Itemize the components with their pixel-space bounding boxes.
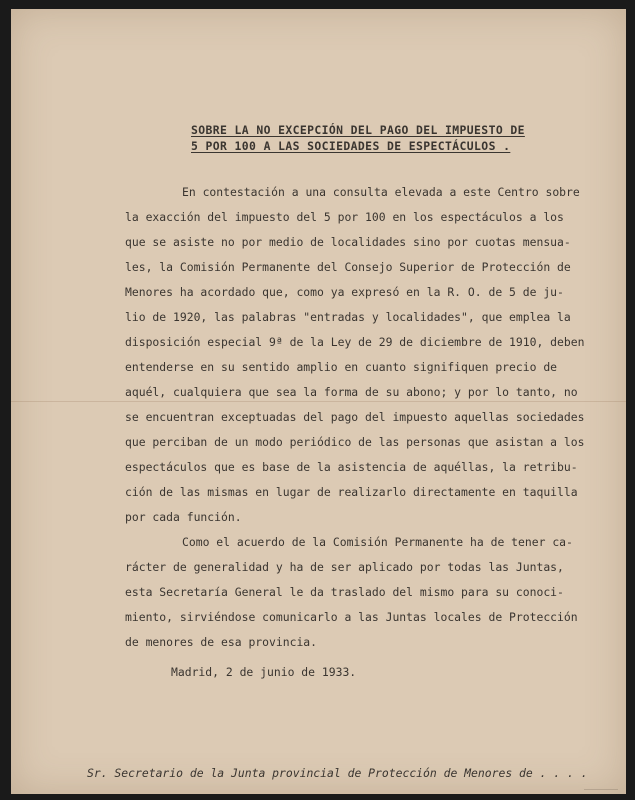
corner-mark bbox=[584, 777, 618, 790]
body-line: de menores de esa provincia. bbox=[125, 635, 318, 649]
paper-fold bbox=[11, 401, 626, 402]
footer-address-line: Sr. Secretario de la Junta provincial de Protección de Menores de . . . . bbox=[87, 766, 588, 780]
body-line: rácter de generalidad y ha de ser aplicado por todas las Juntas, bbox=[125, 560, 564, 574]
body-line: Como el acuerdo de la Comisión Permanente ha de tener ca- bbox=[182, 535, 573, 549]
document-page bbox=[11, 9, 626, 794]
date-line: Madrid, 2 de junio de 1933. bbox=[171, 665, 357, 679]
body-line: que perciban de un modo periódico de las personas que asistan a los bbox=[125, 435, 585, 449]
body-line: espectáculos que es base de la asistencia de aquéllas, la retribu- bbox=[125, 460, 578, 474]
body-line: entenderse en su sentido amplio en cuanto signifiquen precio de bbox=[125, 360, 558, 374]
body-line: ción de las mismas en lugar de realizarlo directamente en taquilla bbox=[125, 485, 578, 499]
title-line-1: SOBRE LA NO EXCEPCIÓN DEL PAGO DEL IMPUESTO DE bbox=[191, 123, 525, 137]
body-line: miento, sirviéndose comunicarlo a las Juntas locales de Protección bbox=[125, 610, 578, 624]
body-line: En contestación a una consulta elevada a este Centro sobre bbox=[182, 185, 580, 199]
body-line: que se asiste no por medio de localidades sino por cuotas mensua- bbox=[125, 235, 571, 249]
body-line: por cada función. bbox=[125, 510, 242, 524]
body-line: la exacción del impuesto del 5 por 100 en los espectáculos a los bbox=[125, 210, 564, 224]
body-line: les, la Comisión Permanente del Consejo Superior de Protección de bbox=[125, 260, 571, 274]
body-line: Menores ha acordado que, como ya expresó en la R. O. de 5 de ju- bbox=[125, 285, 564, 299]
body-line: lio de 1920, las palabras "entradas y localidades", que emplea la bbox=[125, 310, 571, 324]
body-line: aquél, cualquiera que sea la forma de su abono; y por lo tanto, no bbox=[125, 385, 578, 399]
title-line-2: 5 POR 100 A LAS SOCIEDADES DE ESPECTÁCULOS . bbox=[191, 139, 511, 153]
body-line: esta Secretaría General le da traslado del mismo para su conoci- bbox=[125, 585, 564, 599]
body-line: disposición especial 9ª de la Ley de 29 de diciembre de 1910, deben bbox=[125, 335, 585, 349]
body-line: se encuentran exceptuadas del pago del impuesto aquellas sociedades bbox=[125, 410, 585, 424]
